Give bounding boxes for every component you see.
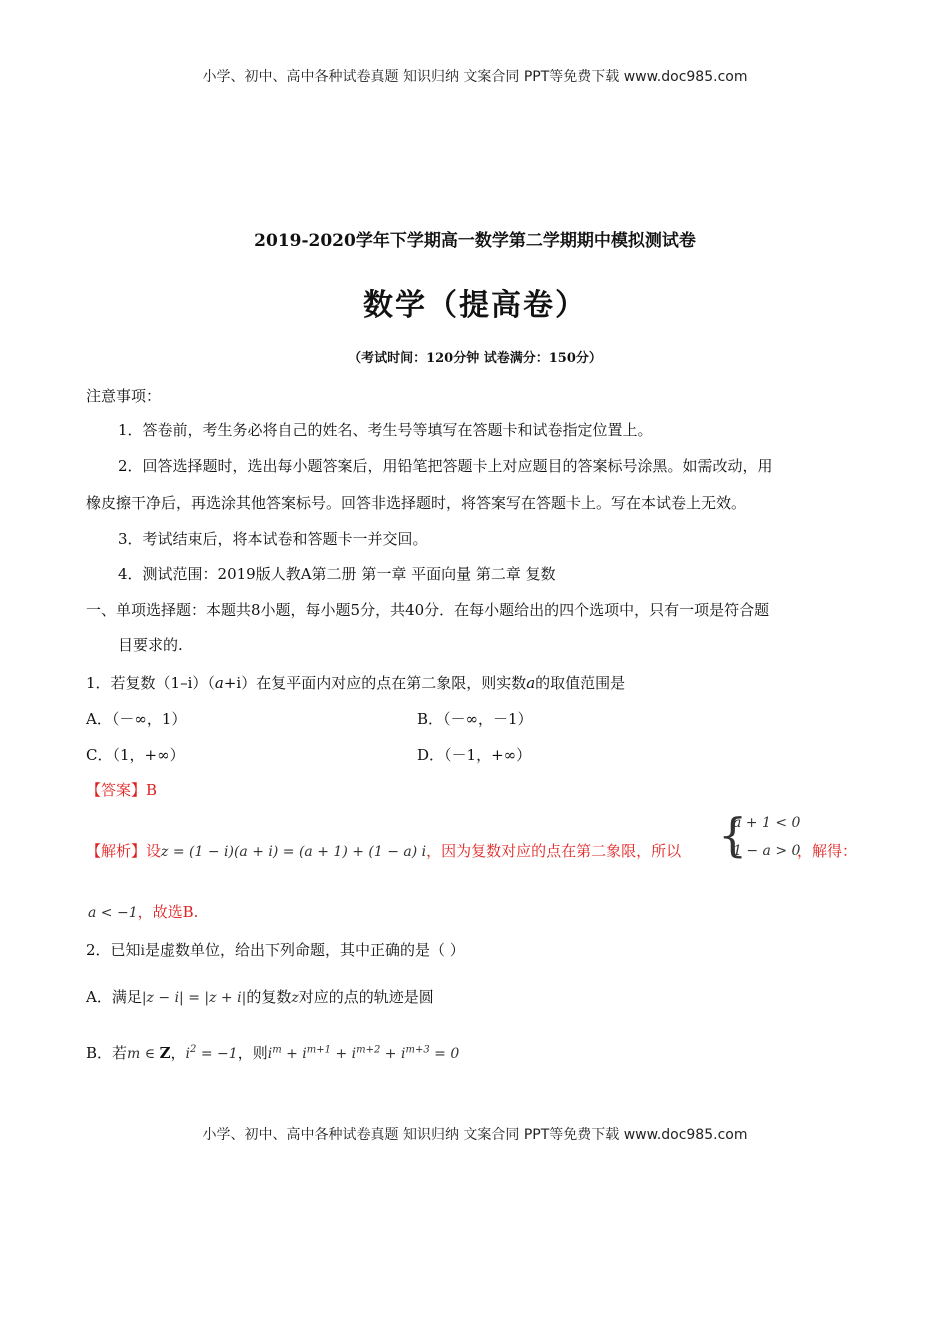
q2-option-b: B．若m ∈ Z，$i^2 = -1$，则$i^m + i^{m+1} + i^{m+2} + i^{m+3} = 0$ [86, 1044, 460, 1062]
inequality-2: 1 − a > 0 [733, 843, 801, 859]
q1-option-b: B．（－∞，－1） [417, 710, 533, 728]
note-4: 4．测试范围：2019版人教A第二册 第一章 平面向量 第二章 复数 [118, 565, 556, 583]
q1-analysis-end: ，解得： [797, 842, 858, 860]
page-header: 小学、初中、高中各种试卷真题 知识归纳 文案合同 PPT等免费下载 www.doc985.com [202, 69, 748, 85]
exam-title: 数学（提高卷） [363, 288, 587, 323]
note-2: 2．回答选择题时，选出每小题答案后，用铅笔把答题卡上对应题目的答案标号涂黑。如需改动，用 [118, 457, 773, 475]
q1-stem: 1．若复数（1–i）（a+i）在复平面内对应的点在第二象限，则实数a的取值范围是 [86, 674, 626, 692]
exam-subtitle: 2019-2020学年下学期高一数学第二学期期中模拟测试卷 [254, 231, 696, 251]
inequality-brace: { [718, 808, 748, 862]
notes-heading: 注意事项： [86, 387, 162, 405]
note-3: 3．考试结束后，将本试卷和答题卡一并交回。 [118, 530, 428, 548]
inequality-1: a + 1 < 0 [733, 815, 801, 831]
q2-a-expr: |z − i| = |z + i| [141, 990, 247, 1006]
note-1: 1．答卷前，考生务必将自己的姓名、考生号等填写在答题卡和试卷指定位置上。 [118, 421, 653, 439]
exam-info: （考试时间：120分钟 试卷满分：150分） [348, 351, 602, 366]
q2-b-expr: $i^m + i^{m+1} + i^{m+2} + i^{m+3} = 0$ [267, 1044, 460, 1062]
q1-option-c: C．（1，+∞） [86, 746, 185, 764]
note-2-cont: 橡皮擦干净后，再选涂其他答案标号。回答非选择题时，将答案写在答题卡上。写在本试卷上无效。 [86, 494, 747, 512]
q1-option-a: A．（－∞，1） [86, 710, 187, 728]
q2-option-a: A．满足|z − i| = |z + i|的复数z对应的点的轨迹是圆 [86, 988, 434, 1006]
q1-analysis-expr: z = (1 − i)(a + i) = (a + 1) + (1 − a) i [161, 844, 427, 860]
section-heading: 一、单项选择题：本题共8小题，每小题5分，共40分．在每小题给出的四个选项中，只有一项是符合题 [86, 601, 770, 619]
q2-stem: 2．已知i是虚数单位，给出下列命题，其中正确的是（ ） [86, 941, 465, 959]
q1-analysis: 【解析】设z = (1 − i)(a + i) = (a + 1) + (1 − a) i，因为复数对应的点在第二象限，所以 [86, 842, 682, 860]
page-footer: 小学、初中、高中各种试卷真题 知识归纳 文案合同 PPT等免费下载 www.doc985.com [202, 1127, 748, 1143]
section-heading-cont: 目要求的. [118, 636, 183, 654]
q1-answer: 【答案】B [86, 781, 158, 799]
q1-result: a < −1，故选B. [88, 903, 199, 921]
q1-option-d: D．（－1，+∞） [417, 746, 532, 764]
